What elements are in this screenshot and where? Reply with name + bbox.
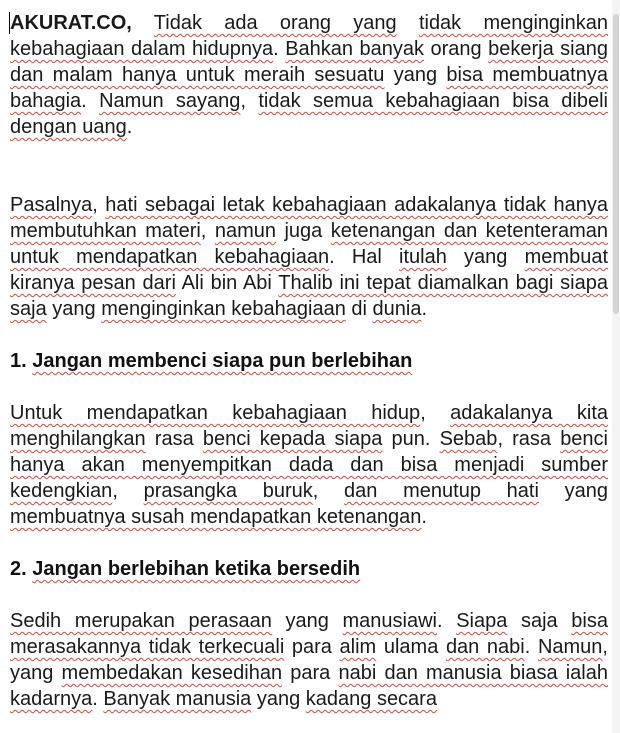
- spellcheck-flagged-text: Jangan membenci siapa pun berlebihan: [32, 350, 413, 372]
- spellcheck-flagged-text: Siapa: [456, 610, 508, 632]
- spellcheck-flagged-text: Pasalnya: [10, 194, 93, 216]
- text-run: .: [421, 506, 427, 528]
- text-run: 2.: [10, 558, 33, 580]
- spellcheck-flagged-text: bahagia: [10, 90, 82, 112]
- spellcheck-flagged-text: adakalanya kita menghilangkan: [10, 402, 609, 450]
- spellcheck-flagged-text: manusiawi: [342, 610, 437, 632]
- text-run: .: [92, 688, 104, 710]
- spellcheck-flagged-text: bisa membuatnya: [446, 64, 608, 86]
- text-run: yang: [384, 64, 447, 86]
- text-run: , yang: [10, 636, 608, 684]
- spellcheck-flagged-text: kadang secara: [305, 688, 437, 710]
- text-run: ,: [92, 194, 106, 216]
- text-run: ,: [112, 480, 144, 502]
- text-run: . Hal: [329, 246, 400, 268]
- intro-paragraph: [10, 10, 608, 140]
- text-run: di: [345, 298, 373, 320]
- text-run: saja: [507, 610, 572, 632]
- spellcheck-flagged-text: benci hanya akan menyempitkan dada dan bisa menjadi sumber kedengkian: [10, 428, 608, 502]
- spellcheck-flagged-text: dan menutup hati: [344, 480, 539, 502]
- spellcheck-flagged-text: hati sebagai letak kebahagiaan adakalanya tidak hanya membutuhkan materi: [10, 194, 609, 242]
- text-run: ,: [420, 402, 451, 424]
- text-run: juga: [276, 220, 331, 242]
- text-run: , rasa: [497, 428, 561, 450]
- scrollbar-thumb[interactable]: [613, 14, 619, 314]
- paragraph-spacer: [10, 582, 608, 608]
- paragraph-spacer: [10, 530, 608, 556]
- text-run: yang: [538, 480, 609, 502]
- spellcheck-flagged-text: benci kepada siapa: [202, 428, 383, 450]
- text-run: yang: [271, 610, 343, 632]
- text-run: [132, 12, 154, 34]
- section-body-2: [10, 608, 608, 712]
- text-run: pun.: [382, 428, 440, 450]
- spellcheck-flagged-text: Sedih merupakan perasaan: [10, 610, 272, 632]
- text-run: ,: [200, 220, 215, 242]
- spellcheck-flagged-text: Namun sayang: [99, 90, 241, 112]
- vertical-scrollbar[interactable]: [612, 0, 620, 733]
- spellcheck-flagged-text: tidak semua kebahagiaan bisa dibeli dengan uang: [10, 90, 608, 138]
- spellcheck-flagged-text: Tidak ada orang yang: [153, 12, 397, 34]
- spellcheck-flagged-text: prasangka buruk: [143, 480, 313, 502]
- section-body-1: [10, 400, 608, 530]
- paragraph-spacer: [10, 140, 608, 192]
- text-run: para: [284, 636, 340, 658]
- text-run: yang: [251, 688, 306, 710]
- spellcheck-flagged-text: membuat kiranya pesan dari: [10, 246, 608, 294]
- text-run: [397, 12, 419, 34]
- spellcheck-flagged-text: Sebab: [439, 428, 498, 450]
- spellcheck-flagged-text: namun: [214, 220, 276, 242]
- spellcheck-flagged-text: itulah: [399, 246, 447, 268]
- text-run: .: [81, 90, 100, 112]
- text-run: ulama: [376, 636, 446, 658]
- text-run: 1.: [10, 350, 33, 372]
- spellcheck-flagged-text: ketenangan dan ketenteraman untuk mendapatkan kebahagiaan: [10, 220, 608, 268]
- text-run: rasa: [145, 428, 203, 450]
- paragraph-spacer: [10, 322, 608, 348]
- spellcheck-flagged-text: membedakan kesedihan: [61, 662, 283, 684]
- spellcheck-flagged-text: menginginkan kebahagiaan: [101, 298, 346, 320]
- spellcheck-flagged-text: dan nabi: [445, 636, 525, 658]
- dateline-bold-text: AKURAT.CO,: [10, 12, 132, 34]
- spellcheck-flagged-text: nabi dan manusia biasa ialah kadarnya: [10, 662, 608, 710]
- spellcheck-flagged-text: bekerja siang: [488, 38, 608, 60]
- document-body[interactable]: [10, 10, 608, 712]
- text-run: .: [126, 116, 133, 138]
- spellcheck-flagged-text: bisa merasakannya tidak terkecuali: [10, 610, 608, 658]
- text-run: para: [282, 662, 339, 684]
- spellcheck-flagged-text: alim: [339, 636, 377, 658]
- spellcheck-flagged-text: dunia: [372, 298, 422, 320]
- section-heading-2: [10, 556, 608, 582]
- text-run: yang: [446, 246, 525, 268]
- text-run: ,: [240, 90, 259, 112]
- text-run: ,: [312, 480, 345, 502]
- spellcheck-flagged-text: Bahkan banyak: [285, 38, 424, 60]
- text-run: orang: [424, 38, 489, 60]
- text-run: .: [421, 298, 428, 320]
- spellcheck-flagged-text: Namun: [537, 636, 603, 658]
- text-run: Ali bin Abi: [175, 272, 279, 294]
- text-run: .: [524, 636, 538, 658]
- spellcheck-flagged-text: tidak menginginkan kebahagiaan dalam hidupnya: [10, 12, 608, 60]
- spellcheck-flagged-text: dan malam hanya untuk meraih sesuatu: [10, 64, 385, 86]
- text-run: yang: [46, 298, 102, 320]
- context-paragraph: [10, 192, 608, 322]
- paragraph-spacer: [10, 374, 608, 400]
- spellcheck-flagged-text: Jangan berlebihan ketika bersedih: [32, 558, 361, 580]
- text-run: .: [437, 610, 457, 632]
- text-cursor: [9, 12, 10, 34]
- section-heading-1: [10, 348, 608, 374]
- spellcheck-flagged-text: Banyak manusia: [103, 688, 252, 710]
- text-run: .: [273, 38, 286, 60]
- spellcheck-flagged-text: membuatnya susah mendapatkan ketenangan: [10, 506, 422, 528]
- spellcheck-flagged-text: Thalib ini tepat diamalkan bagi siapa saja: [10, 272, 608, 320]
- spellcheck-flagged-text: Untuk mendapatkan kebahagiaan hidup: [10, 402, 421, 424]
